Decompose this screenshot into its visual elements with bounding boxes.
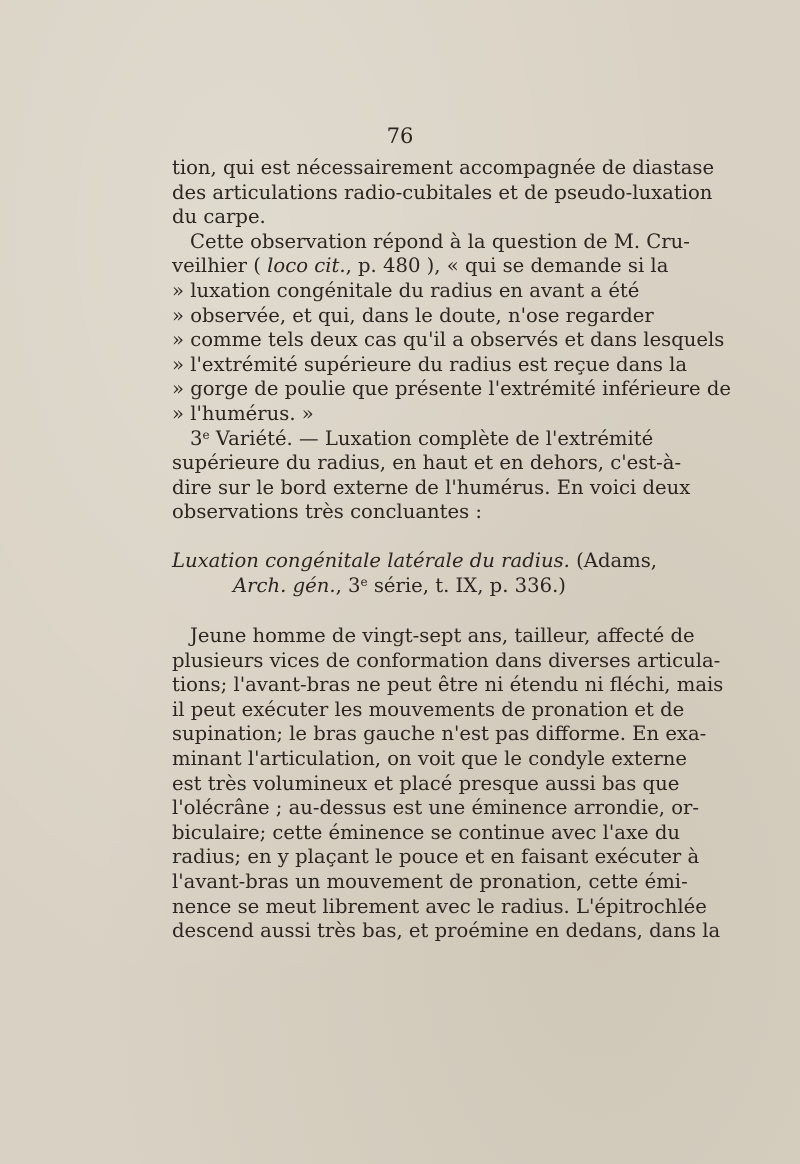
text-line: nence se meut librement avec le radius. L'épitrochlée	[172, 894, 707, 918]
text-line: des articulations radio-cubitales et de pseudo-luxation	[172, 180, 713, 204]
text-line: supination; le bras gauche n'est pas difforme. En exa-	[172, 722, 707, 746]
paragraph-2	[172, 229, 732, 427]
text-run: Variété. — Luxation complète de l'extrémité	[209, 426, 654, 450]
text-run: , p. 480 ), « qui se demande si la	[345, 254, 669, 278]
text-line: observations très concluantes :	[172, 500, 482, 524]
paragraph-4	[172, 624, 724, 944]
text-run: veilhier (	[172, 254, 268, 278]
text-line: du carpe.	[172, 205, 266, 229]
text-line	[172, 574, 627, 599]
text-line	[172, 254, 669, 279]
text-line: tions; l'avant-bras ne peut être ni étendu ni fléchi, mais	[172, 673, 724, 697]
text-line: l'avant-bras un mouvement de pronation, cette émi-	[172, 870, 688, 894]
text-line: biculaire; cette éminence se continue avec l'axe du	[172, 820, 681, 844]
text-line: supérieure du radius, en haut et en dehors, c'est-à-	[172, 451, 682, 475]
text-body	[172, 156, 732, 944]
ordinal-suffix: e	[202, 427, 210, 442]
observation-heading	[172, 548, 658, 598]
source-journal: Arch. gén.	[233, 573, 336, 597]
text-run: , 3	[335, 573, 361, 597]
paragraph-3	[172, 426, 691, 525]
text-run: série, t. IX, p. 336.)	[367, 573, 566, 597]
text-line: tion, qui est nécessairement accompagnée de diastase	[172, 156, 715, 179]
text-line	[172, 548, 658, 574]
text-line: minant l'articulation, on voit que le condyle externe	[172, 747, 688, 771]
ordinal-suffix: e	[360, 574, 368, 589]
text-line: il peut exécuter les mouvements de pronation et de	[172, 697, 685, 721]
text-line: » gorge de poulie que présente l'extrémité inférieure de	[172, 377, 732, 401]
text-line: » comme tels deux cas qu'il a observés et dans lesquels	[172, 328, 725, 352]
text-line: Jeune homme de vingt-sept ans, tailleur, affecté de	[190, 624, 695, 648]
text-line: plusieurs vices de conformation dans diverses articula-	[172, 648, 721, 672]
text-line: radius; en y plaçant le pouce et en faisant exécuter à	[172, 845, 700, 869]
text-line: dire sur le bord externe de l'humérus. En voici deux	[172, 475, 691, 499]
text-line: l'olécrâne ; au-dessus est une éminence arrondie, or-	[172, 796, 700, 820]
text-run: (Adams,	[569, 548, 658, 572]
text-line: est très volumineux et placé presque aussi bas que	[172, 771, 680, 795]
text-line: » l'extrémité supérieure du radius est reçue dans la	[172, 352, 688, 376]
text-line: descend aussi très bas, et proémine en dedans, dans la	[172, 919, 721, 943]
text-line: » luxation congénitale du radius en avant a été	[172, 278, 640, 302]
text-line	[172, 426, 654, 452]
text-line: » l'humérus. »	[172, 401, 314, 425]
heading-title: Luxation congénitale latérale du radius.	[172, 548, 570, 572]
text-line: Cette observation répond à la question de M. Cru-	[190, 229, 690, 253]
page-number: 76	[386, 124, 414, 148]
citation-italic: loco cit.	[267, 254, 346, 278]
text-line: » observée, et qui, dans le doute, n'ose regarder	[172, 303, 654, 327]
paragraph-1	[172, 156, 715, 230]
variety-number: 3	[190, 426, 203, 450]
